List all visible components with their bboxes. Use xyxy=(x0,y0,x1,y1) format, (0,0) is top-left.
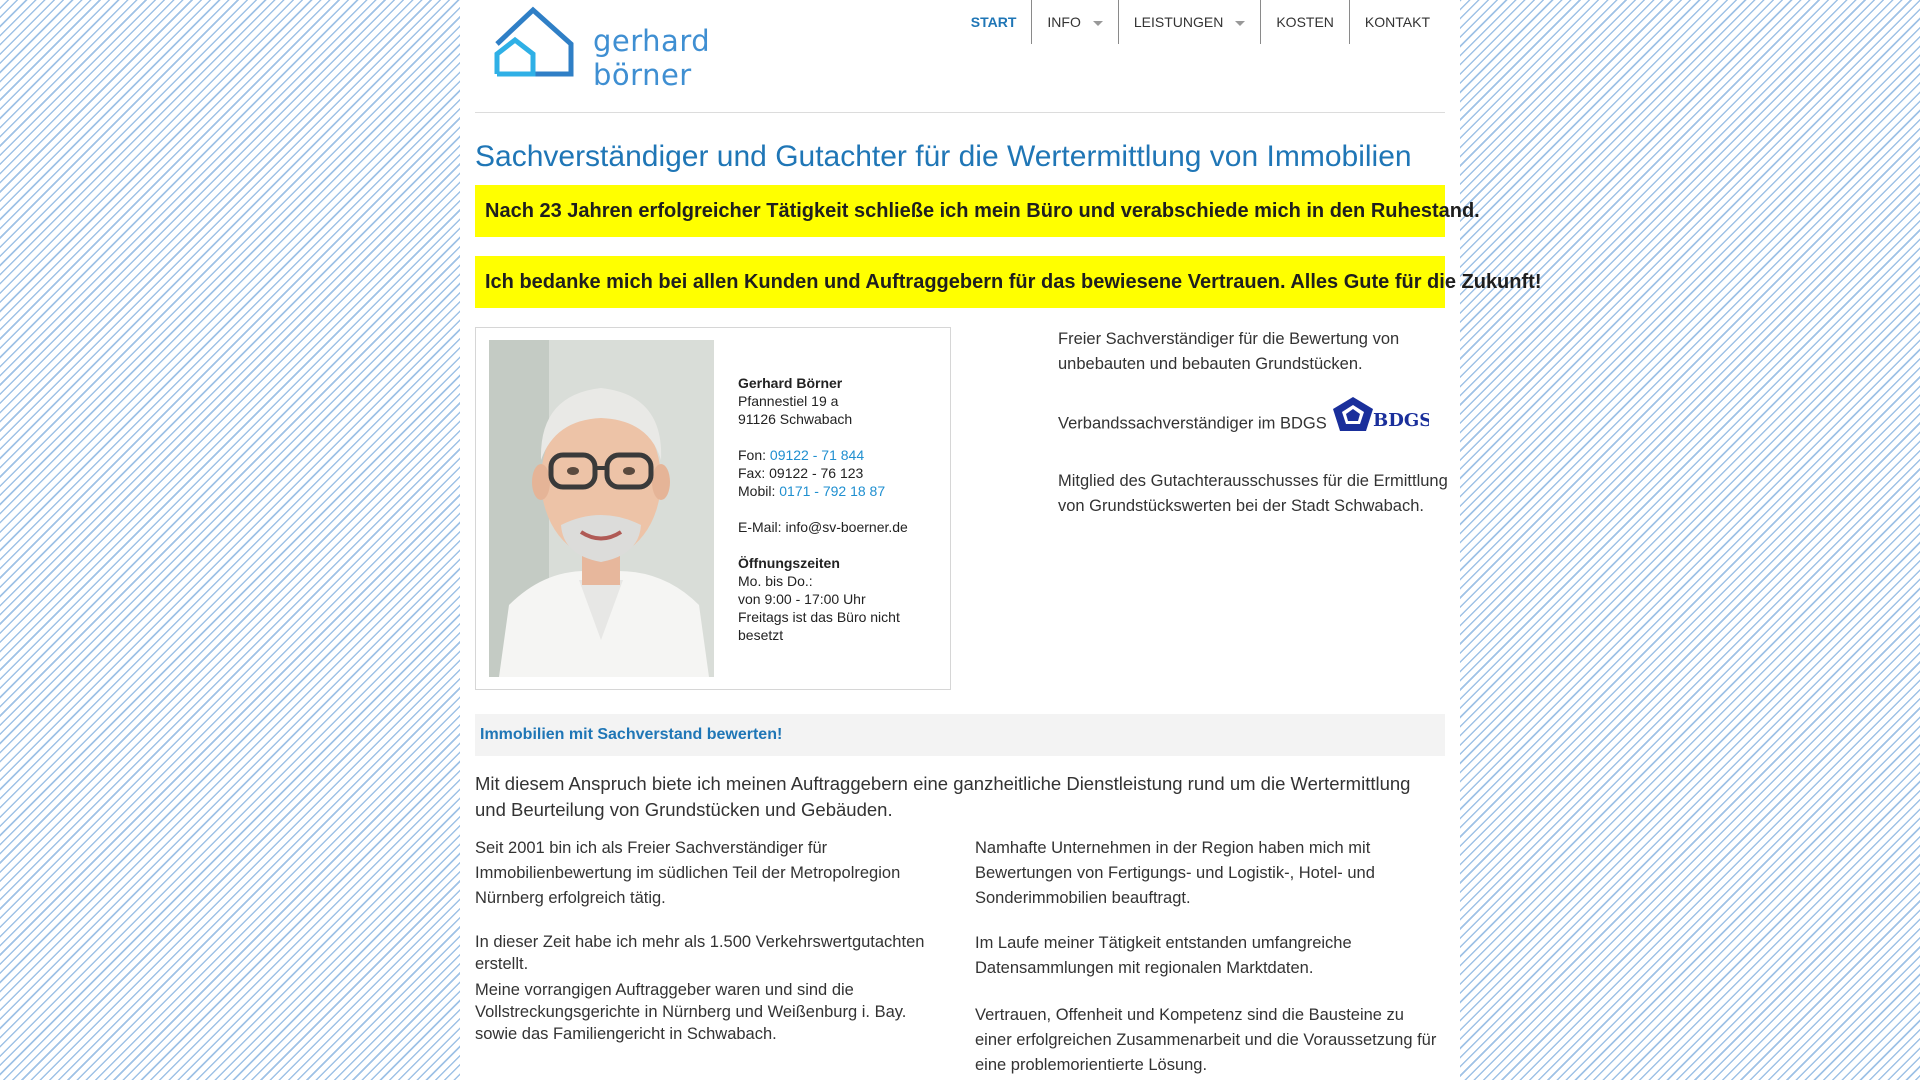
phone-row xyxy=(738,446,938,464)
page-title: Sachverständiger und Gutachter für die Wertermittlung von Immobilien xyxy=(475,140,1412,173)
left-paragraph-1: Seit 2001 bin ich als Freier Sachverständiger für Immobilienbewertung im südlichen Teil der Metropolregion Nürnberg erfolgreich tätig. xyxy=(475,839,901,907)
bdgs-logo-text: BDGS xyxy=(1373,410,1430,431)
chevron-down-icon xyxy=(1235,21,1245,26)
house-logo-icon xyxy=(493,4,579,78)
main-navigation xyxy=(956,0,1445,44)
portrait-photo xyxy=(489,340,714,677)
site-logo[interactable] xyxy=(493,4,773,92)
fax-value: 09122 - 76 123 xyxy=(769,465,864,481)
contact-street: Pfannestiel 19 a xyxy=(738,393,839,409)
nav-label-kosten: KOSTEN xyxy=(1276,14,1334,30)
qualification-committee: Mitglied des Gutachterausschusses für die Ermittlung von Grundstückswerten bei der Stadt Schwabach. xyxy=(1058,472,1448,515)
section-banner: Immobilien mit Sachverstand bewerten! xyxy=(475,714,1445,756)
bdgs-logo-icon xyxy=(1333,395,1429,433)
left-paragraph-2: In dieser Zeit habe ich mehr als 1.500 Verkehrswertgutachten erstellt. xyxy=(475,933,925,973)
hours-days: Mo. bis Do.: xyxy=(738,573,813,589)
bdgs-logo[interactable] xyxy=(1333,395,1429,441)
nav-label-start: START xyxy=(970,14,1017,30)
content-wrapper xyxy=(475,0,1542,1080)
contact-city: 91126 Schwabach xyxy=(738,411,853,427)
contact-details xyxy=(738,374,938,644)
nav-label-kontakt: KONTAKT xyxy=(1364,14,1430,30)
section-lead: Mit diesem Anspruch biete ich meinen Auftraggebern eine ganzheitliche Dienstleistung rund um die Wertermittlung und Beurteilung von Grundstücken und Gebäuden. xyxy=(475,773,1411,820)
portrait-illustration xyxy=(489,340,714,677)
hours-time: von 9:00 - 17:00 Uhr xyxy=(738,591,866,607)
right-paragraph-3: Vertrauen, Offenheit und Kompetenz sind die Bausteine zu einer erfolgreichen Zusammenarbeit und die Voraussetzung für eine problemorientierte Lösung. xyxy=(975,1006,1437,1074)
right-paragraph-1: Namhafte Unternehmen in der Region haben mich mit Bewertungen von Fertigungs- und Logistik-, Hotel- und Sonderimmobilien beauftragt. xyxy=(975,839,1375,907)
thank-you-notice: Ich bedanke mich bei allen Kunden und Auftraggebern für das bewiesene Vertrauen. Alles Gute für die Zukunft! xyxy=(475,256,1445,308)
nav-item-kontakt[interactable] xyxy=(1349,0,1445,44)
page-container xyxy=(460,0,1542,1080)
contact-name: Gerhard Börner xyxy=(738,375,843,391)
hours-note: Freitags ist das Büro nicht besetzt xyxy=(738,609,900,643)
mobile-row xyxy=(738,482,938,500)
hours-title: Öffnungszeiten xyxy=(738,555,840,571)
nav-label-info: INFO xyxy=(1047,14,1081,30)
retirement-notice: Nach 23 Jahren erfolgreicher Tätigkeit schließe ich mein Büro und verabschiede mich in den Ruhestand. xyxy=(475,185,1445,237)
email-value: info@sv-boerner.de xyxy=(785,519,908,535)
nav-label-leistungen: LEISTUNGEN xyxy=(1133,14,1224,30)
email-row xyxy=(738,518,938,536)
left-paragraph-3: Meine vorrangigen Auftraggeber waren und sind die Vollstreckungsgerichte in Nürnberg und Weißenburg i. Bay. sowie das Familiengericht in Schwabach. xyxy=(475,981,907,1043)
nav-item-info[interactable] xyxy=(1031,0,1117,44)
right-paragraph-2: Im Laufe meiner Tätigkeit entstanden umfangreiche Datensammlungen mit regionalen Marktdaten. xyxy=(975,934,1352,977)
logo-wordmark: gerhard börner xyxy=(593,24,711,92)
left-text-column xyxy=(475,836,945,1045)
bdgs-text: Verbandssachverständiger im BDGS xyxy=(1058,414,1327,433)
fax-label: Fax: xyxy=(738,465,766,481)
nav-item-leistungen[interactable] xyxy=(1118,0,1260,44)
mobile-label: Mobil: xyxy=(738,483,776,499)
nav-item-start[interactable] xyxy=(956,0,1032,44)
qualification-bdgs xyxy=(1058,401,1448,447)
right-text-column xyxy=(975,836,1445,1078)
mobile-link[interactable]: 0171 - 792 18 87 xyxy=(779,483,886,499)
email-label: E-Mail: xyxy=(738,519,782,535)
phone-link[interactable]: 09122 - 71 844 xyxy=(769,447,865,463)
qualification-freelance: Freier Sachverständiger für die Bewertung von unbebauten und bebauten Grundstücken. xyxy=(1058,330,1400,373)
phone-label: Fon: xyxy=(738,447,767,463)
header-divider xyxy=(475,112,1445,113)
chevron-down-icon xyxy=(1093,21,1103,26)
fax-row xyxy=(738,464,938,482)
contact-card xyxy=(475,327,951,690)
nav-item-kosten[interactable] xyxy=(1260,0,1349,44)
